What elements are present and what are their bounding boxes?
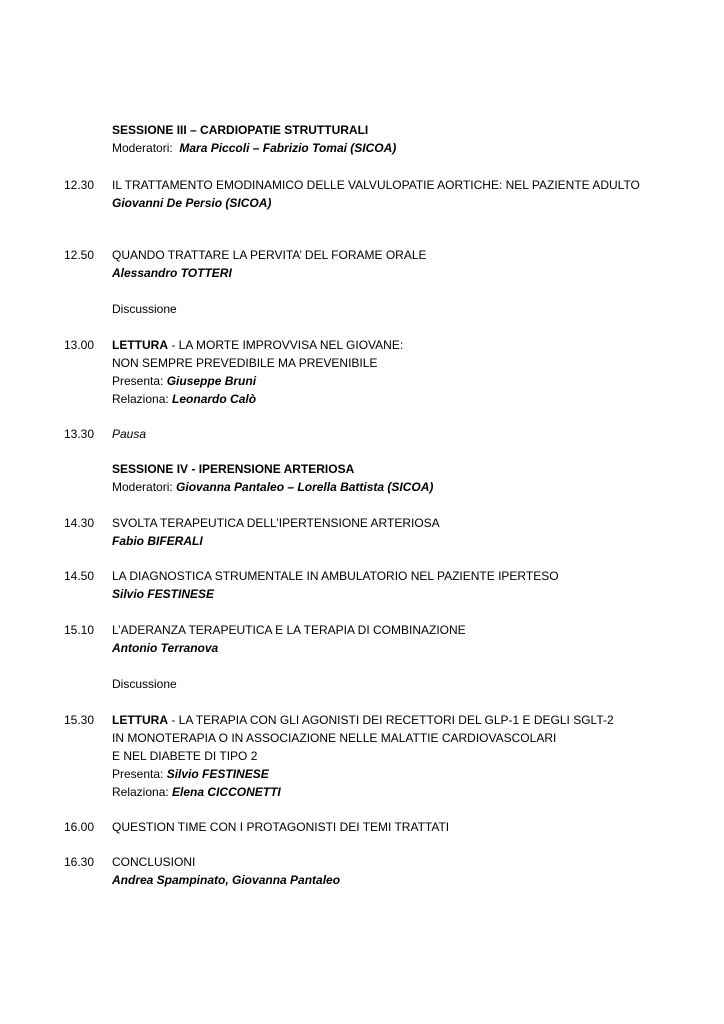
session-4-title: SESSIONE IV - IPERENSIONE ARTERIOSA — [112, 462, 355, 476]
talk-title: SVOLTA TERAPEUTICA DELL’IPERTENSIONE ARTERIOSA — [112, 516, 440, 530]
lecture-label: LETTURA — [112, 338, 168, 352]
talk-title: IL TRATTAMENTO EMODINAMICO DELLE VALVULOPATIE AORTICHE: NEL PAZIENTE ADULTO — [112, 178, 640, 192]
presenter-name: Silvio FESTINESE — [166, 767, 269, 781]
lecturer — [112, 390, 256, 408]
moderators-label: Moderatori: — [112, 141, 173, 155]
presenter — [112, 765, 269, 783]
discussion: Discussione — [112, 677, 177, 691]
lecture-title-line-2: NON SEMPRE PREVEDIBILE MA PREVENIBILE — [112, 356, 378, 370]
time-1630: 16.30 — [64, 855, 95, 869]
lecture-title — [112, 336, 403, 354]
time-1430: 14.30 — [64, 516, 95, 530]
talk-title: CONCLUSIONI — [112, 855, 196, 869]
speaker: Giovanni De Persio (SICOA) — [112, 196, 272, 210]
talk-title: L’ADERANZA TERAPEUTICA E LA TERAPIA DI COMBINAZIONE — [112, 623, 466, 637]
discussion: Discussione — [112, 302, 177, 316]
session-3-title: SESSIONE III – CARDIOPATIE STRUTTURALI — [112, 123, 369, 137]
lecturer-label: Relaziona: — [112, 785, 173, 799]
time-1300: 13.00 — [64, 338, 95, 352]
speaker: Andrea Spampinato, Giovanna Pantaleo — [112, 873, 341, 887]
presenter-name: Giuseppe Bruni — [166, 374, 257, 388]
time-1250: 12.50 — [64, 248, 95, 262]
talk-title: LA DIAGNOSTICA STRUMENTALE IN AMBULATORIO NEL PAZIENTE IPERTESO — [112, 569, 559, 583]
lecture-title-text: - LA MORTE IMPROVVISA NEL GIOVANE: — [168, 338, 404, 352]
speaker: Silvio FESTINESE — [112, 587, 215, 601]
presenter-label: Presenta: — [112, 374, 167, 388]
moderators-label: Moderatori: — [112, 480, 177, 494]
session-4-moderators — [112, 478, 433, 496]
speaker: Fabio BIFERALI — [112, 534, 203, 548]
talk-title: QUANDO TRATTARE LA PERVITA’ DEL FORAME ORALE — [112, 248, 427, 262]
lecture-title-text: - LA TERAPIA CON GLI AGONISTI DEI RECETTORI DEL GLP-1 E DEGLI SGLT-2 — [168, 713, 614, 727]
lecturer-name: Leonardo Calò — [172, 392, 257, 406]
lecture-title — [112, 711, 614, 729]
lecture-label: LETTURA — [112, 713, 168, 727]
lecturer-label: Relaziona: — [112, 392, 173, 406]
moderators-names: Mara Piccoli – Fabrizio Tomai (SICOA) — [179, 141, 397, 155]
presenter-label: Presenta: — [112, 767, 167, 781]
speaker: Antonio Terranova — [112, 641, 219, 655]
talk-title: QUESTION TIME CON I PROTAGONISTI DEI TEMI TRATTATI — [112, 820, 450, 834]
session-3-moderators — [112, 139, 396, 157]
speaker: Alessandro TOTTERI — [112, 266, 232, 280]
time-1330: 13.30 — [64, 427, 95, 441]
presenter — [112, 372, 256, 390]
time-1600: 16.00 — [64, 820, 95, 834]
lecture-title-line-3: E NEL DIABETE DI TIPO 2 — [112, 749, 258, 763]
time-1530: 15.30 — [64, 713, 95, 727]
time-1510: 15.10 — [64, 623, 95, 637]
lecturer-name: Elena CICCONETTI — [172, 785, 281, 799]
time-1230: 12.30 — [64, 178, 95, 192]
break-label: Pausa — [112, 427, 147, 441]
moderators-names: Giovanna Pantaleo – Lorella Battista (SICOA) — [176, 480, 434, 494]
time-1450: 14.50 — [64, 569, 95, 583]
lecturer — [112, 783, 281, 801]
lecture-title-line-2: IN MONOTERAPIA O IN ASSOCIAZIONE NELLE MALATTIE CARDIOVASCOLARI — [112, 731, 557, 745]
